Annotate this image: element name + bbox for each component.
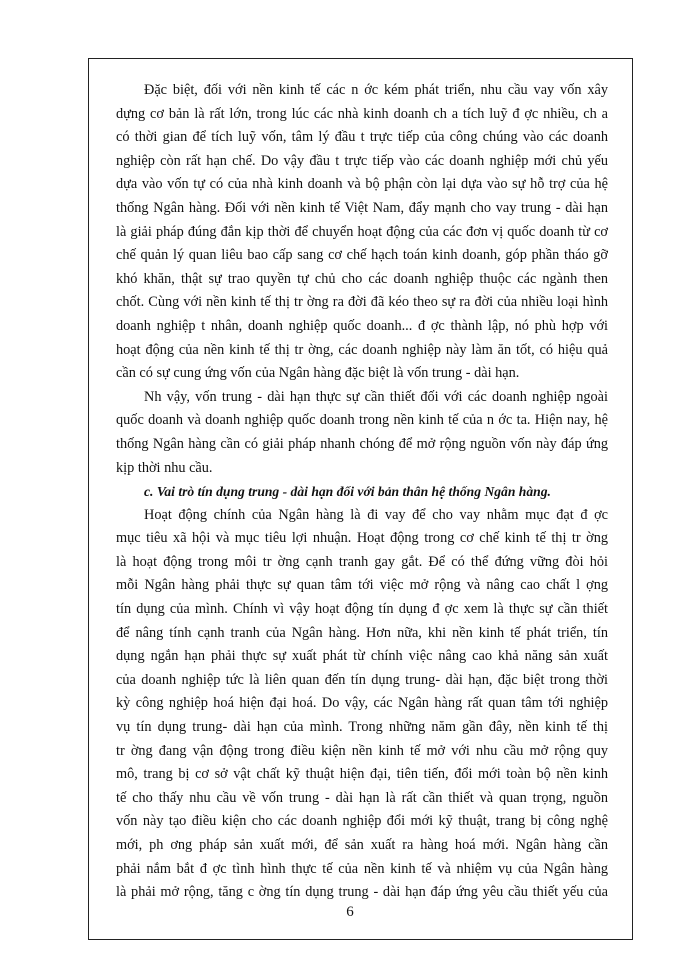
text-line: dựa vào vốn tự có của nhà kinh doanh và bộ phận còn lại dựa vào sự hỗ trợ của hệ	[116, 176, 608, 193]
text-line: mục tiêu xã hội và mục tiêu lợi nhuận. Hoạt động trong cơ chế kinh tế thị tr ờng	[116, 530, 608, 547]
text-line: là phải mở rộng, tăng c ờng tín dụng trung - dài hạn đáp ứng yêu cầu thiết yếu của	[116, 884, 608, 901]
text-line: mỗi Ngân hàng phải thực sự quan tâm tới việc mở rộng và nâng cao chất l ợng	[116, 577, 608, 594]
text-line: khó khăn, thật sự trao quyền tự chủ cho các doanh nghiệp thuộc các ngành then	[116, 270, 608, 287]
text-line: tế cho thấy nhu cầu về vốn trung - dài hạn là rất cần thiết và quan trọng, nguồn	[116, 789, 608, 806]
text-line: mới, ph ơng pháp sản xuất mới, để sản xuất ra hàng hoá mới. Ngân hàng cần	[116, 837, 608, 853]
text-line: chế quản lý quan liêu bao cấp sang cơ chế hạch toán kinh doanh, góp phần tháo gỡ	[116, 247, 608, 264]
text-line: có thời gian để tích luỹ vốn, tâm lý đầu t trực tiếp của công chúng vào các doanh	[116, 129, 608, 146]
text-line: mô, trang bị cơ sở vật chất kỹ thuật hiện đại, tiên tiến, đổi mới toàn bộ nền kinh	[116, 766, 608, 783]
paragraph-1	[116, 79, 608, 386]
text-line: chốt. Cùng với nền kinh tế thị tr ờng ra đời đã kéo theo sự ra đời của nhiều loại hình	[116, 294, 608, 311]
text-body	[116, 79, 608, 905]
text-line: nghiệp còn rất hạn chế. Do vậy đầu t trực tiếp vào các doanh nghiệp mới chủ yếu	[116, 152, 608, 169]
text-line: kỳ công nghiệp hoá hiện đại hoá. Do vậy, các Ngân hàng rất quan tâm tới nghiệp	[116, 695, 608, 712]
text-line: vốn này tạo điều kiện cho các doanh nghiệp đổi mới kỹ thuật, trang bị công nghệ	[116, 813, 608, 830]
section-heading	[116, 480, 608, 504]
paragraph-2	[116, 386, 608, 480]
section-heading-text: c. Vai trò tín dụng trung - dài hạn đối với bản thân hệ thống Ngân hàng.	[144, 484, 551, 500]
text-line: quốc doanh và doanh nghiệp quốc doanh trong nền kinh tế của n ớc ta. Hiện nay, hệ	[116, 412, 608, 429]
text-line: để nâng tính cạnh tranh của Ngân hàng. Hơn nữa, khi nền kinh tế phát triển, tín	[116, 624, 608, 641]
text-line: vụ tín dụng trung- dài hạn của mình. Trong những năm gần đây, nền kinh tế thị	[116, 719, 608, 736]
text-line: kịp thời nhu cầu.	[116, 459, 213, 476]
text-line: Hoạt động chính của Ngân hàng là đi vay để cho vay nhằm mục đạt đ ợc	[144, 506, 608, 523]
text-line: dựng cơ bản là rất lớn, trong lúc các nhà kinh doanh ch a tích luỹ đ ợc nhiều, ch a	[116, 105, 608, 122]
text-line: thống Ngân hàng. Đối với nền kinh tế Việt Nam, đẩy mạnh cho vay trung - dài hạn	[116, 199, 608, 216]
text-line: là giải pháp đúng đắn kịp thời để chuyển hoạt động của các đơn vị quốc doanh từ cơ	[116, 223, 608, 240]
text-line: tín dụng của mình. Chính vì vậy hoạt động tín dụng đ ợc xem là thực sự cần thiết	[116, 601, 608, 618]
text-line: Nh vậy, vốn trung - dài hạn thực sự cần thiết đối với các doanh nghiệp ngoài	[144, 388, 608, 405]
text-line: tr ờng đang vận động trong điều kiện nền kinh tế mở với nhu cầu mở rộng quy	[116, 742, 608, 759]
text-line: Đặc biệt, đối với nền kinh tế các n ớc kém phát triển, nhu cầu vay vốn xây	[144, 82, 608, 98]
text-line: hoạt động của nền kinh tế thị tr ờng, các doanh nghiệp này làm ăn tốt, có hiệu quả	[116, 341, 608, 358]
paragraph-3	[116, 504, 608, 905]
text-line: thống Ngân hàng cần có giải pháp nhanh chóng để mở rộng nguồn vốn này đáp ứng	[116, 435, 608, 452]
text-line: cần có sự cung ứng vốn của Ngân hàng đặc biệt là vốn trung - dài hạn.	[116, 365, 520, 382]
text-line: của doanh nghiệp tức là liên quan đến tín dụng trung- dài hạn, đặc biệt trong thời	[116, 671, 608, 688]
page-number: 6	[346, 904, 354, 920]
text-line: phải nắm bắt đ ợc tình hình thực tế của nền kinh tế và nhiệm vụ của Ngân hàng	[116, 860, 608, 877]
text-line: doanh nghiệp t nhân, doanh nghiệp quốc doanh... đ ợc thành lập, nó phù hợp với	[116, 317, 608, 334]
text-line: là hoạt động trong môi tr ờng cạnh tranh gay gắt. Để có thể đứng vững đòi hỏi	[116, 553, 608, 570]
text-line: dụng ngắn hạn phải thực sự xuất phát từ chính việc nâng cao khả năng sản xuất	[116, 648, 608, 665]
